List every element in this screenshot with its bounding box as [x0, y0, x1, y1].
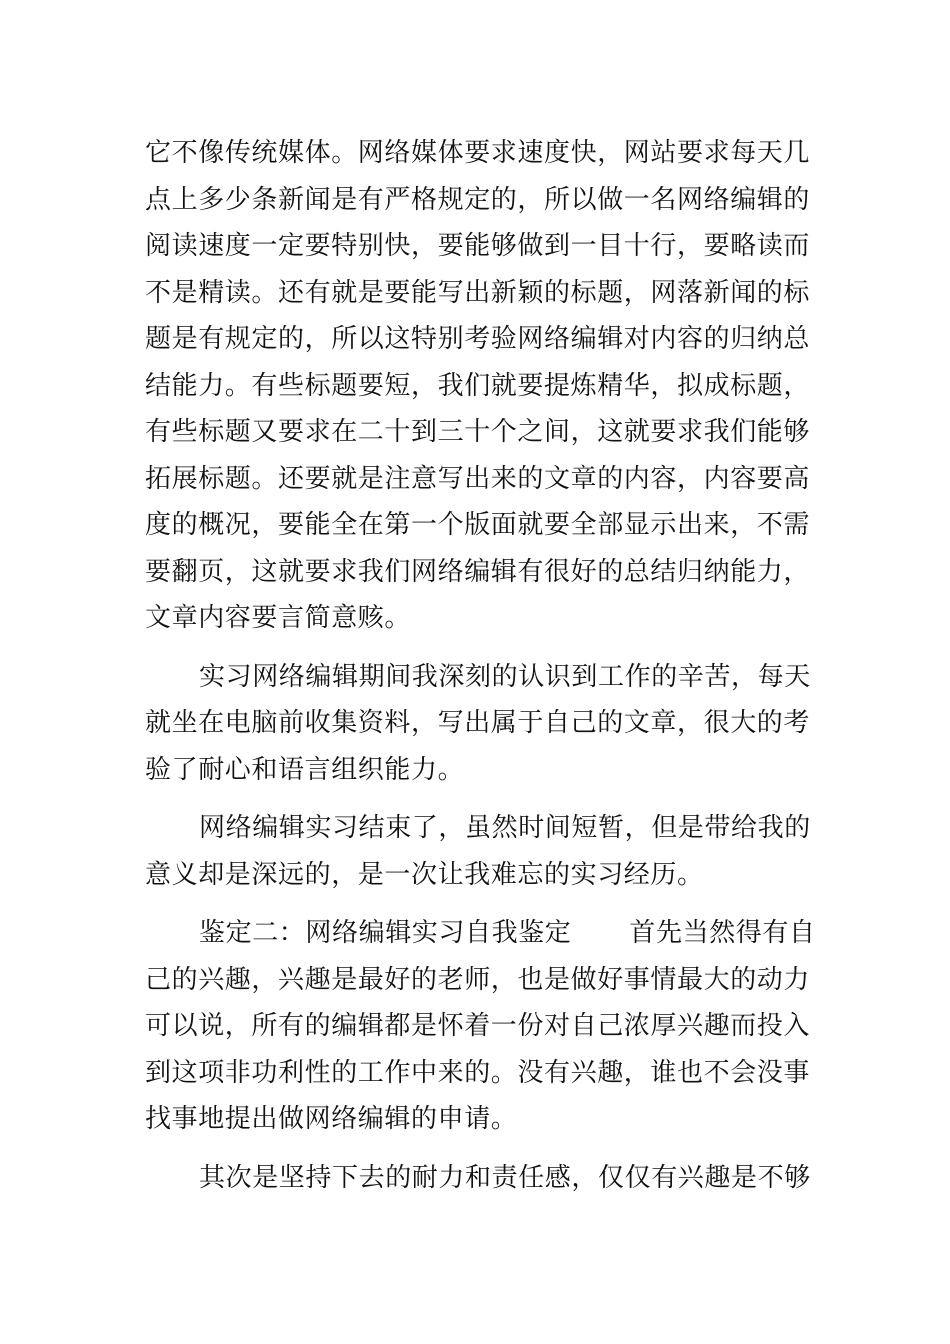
document-body [145, 130, 816, 1201]
paragraph-gap [145, 1143, 810, 1155]
text-line: 到这项非功利性的工作中来的。没有兴趣，谁也不会没事 [145, 1057, 811, 1088]
text-run: 首先当然得有自 [629, 918, 816, 948]
text-line: 结能力。有些标题要短，我们就要提炼精华，拟成标题， [145, 370, 811, 401]
text-line: 验了耐心和语言组织能力。 [145, 754, 465, 785]
paragraph [145, 654, 810, 794]
text-line: 阅读速度一定要特别快，要能够做到一目十行，要略读而 [145, 231, 811, 261]
paragraph [145, 130, 810, 642]
text-line: 意义却是深远的，是一次让我难忘的实习经历。 [145, 859, 704, 890]
text-line: 不是精读。还有就是要能写出新颖的标题，网落新闻的标 [145, 277, 811, 308]
paragraph [145, 805, 810, 898]
text-line: 可以说，所有的编辑都是怀着一份对自己浓厚兴趣而投入 [145, 1011, 811, 1041]
text-line: 实习网络编辑期间我深刻的认识到工作的辛苦，每天 [199, 661, 811, 692]
paragraph [145, 1155, 810, 1202]
text-line: 文章内容要言简意赅。 [145, 603, 412, 633]
text-line: 有些标题又要求在二十到三十个之间，这就要求我们能够 [145, 417, 811, 447]
text-line: 它不像传统媒体。网络媒体要求速度快，网站要求每天几 [145, 138, 811, 168]
text-line: 点上多少条新闻是有严格规定的，所以做一名网络编辑的 [145, 184, 811, 215]
text-line: 题是有规定的，所以这特别考验网络编辑对内容的归纳总 [145, 324, 811, 354]
text-line: 拓展标题。还要就是注意写出来的文章的内容，内容要高 [145, 463, 811, 494]
paragraph-gap [145, 642, 810, 654]
text-line: 就坐在电脑前收集资料，写出属于自己的文章，很大的考 [145, 708, 811, 738]
text-line: 网络编辑实习结束了，虽然时间短暂，但是带给我的 [199, 813, 811, 843]
paragraph-gap [145, 898, 810, 910]
text-line: 找事地提出做网络编辑的申请。 [145, 1104, 518, 1134]
paragraph [145, 910, 816, 1143]
text-line: 其次是坚持下去的耐力和责任感，仅仅有兴趣是不够 [199, 1162, 811, 1193]
paragraph-gap [145, 793, 810, 805]
text-line: 度的概况，要能全在第一个版面就要全部显示出来，不需 [145, 510, 811, 540]
text-line [145, 910, 816, 957]
text-line: 己的兴趣，兴趣是最好的老师，也是做好事情最大的动力 [145, 964, 811, 995]
text-line: 要翻页，这就要求我们网络编辑有很好的总结归纳能力， [145, 556, 811, 587]
section-heading: 鉴定二：网络编辑实习自我鉴定 [199, 918, 572, 948]
